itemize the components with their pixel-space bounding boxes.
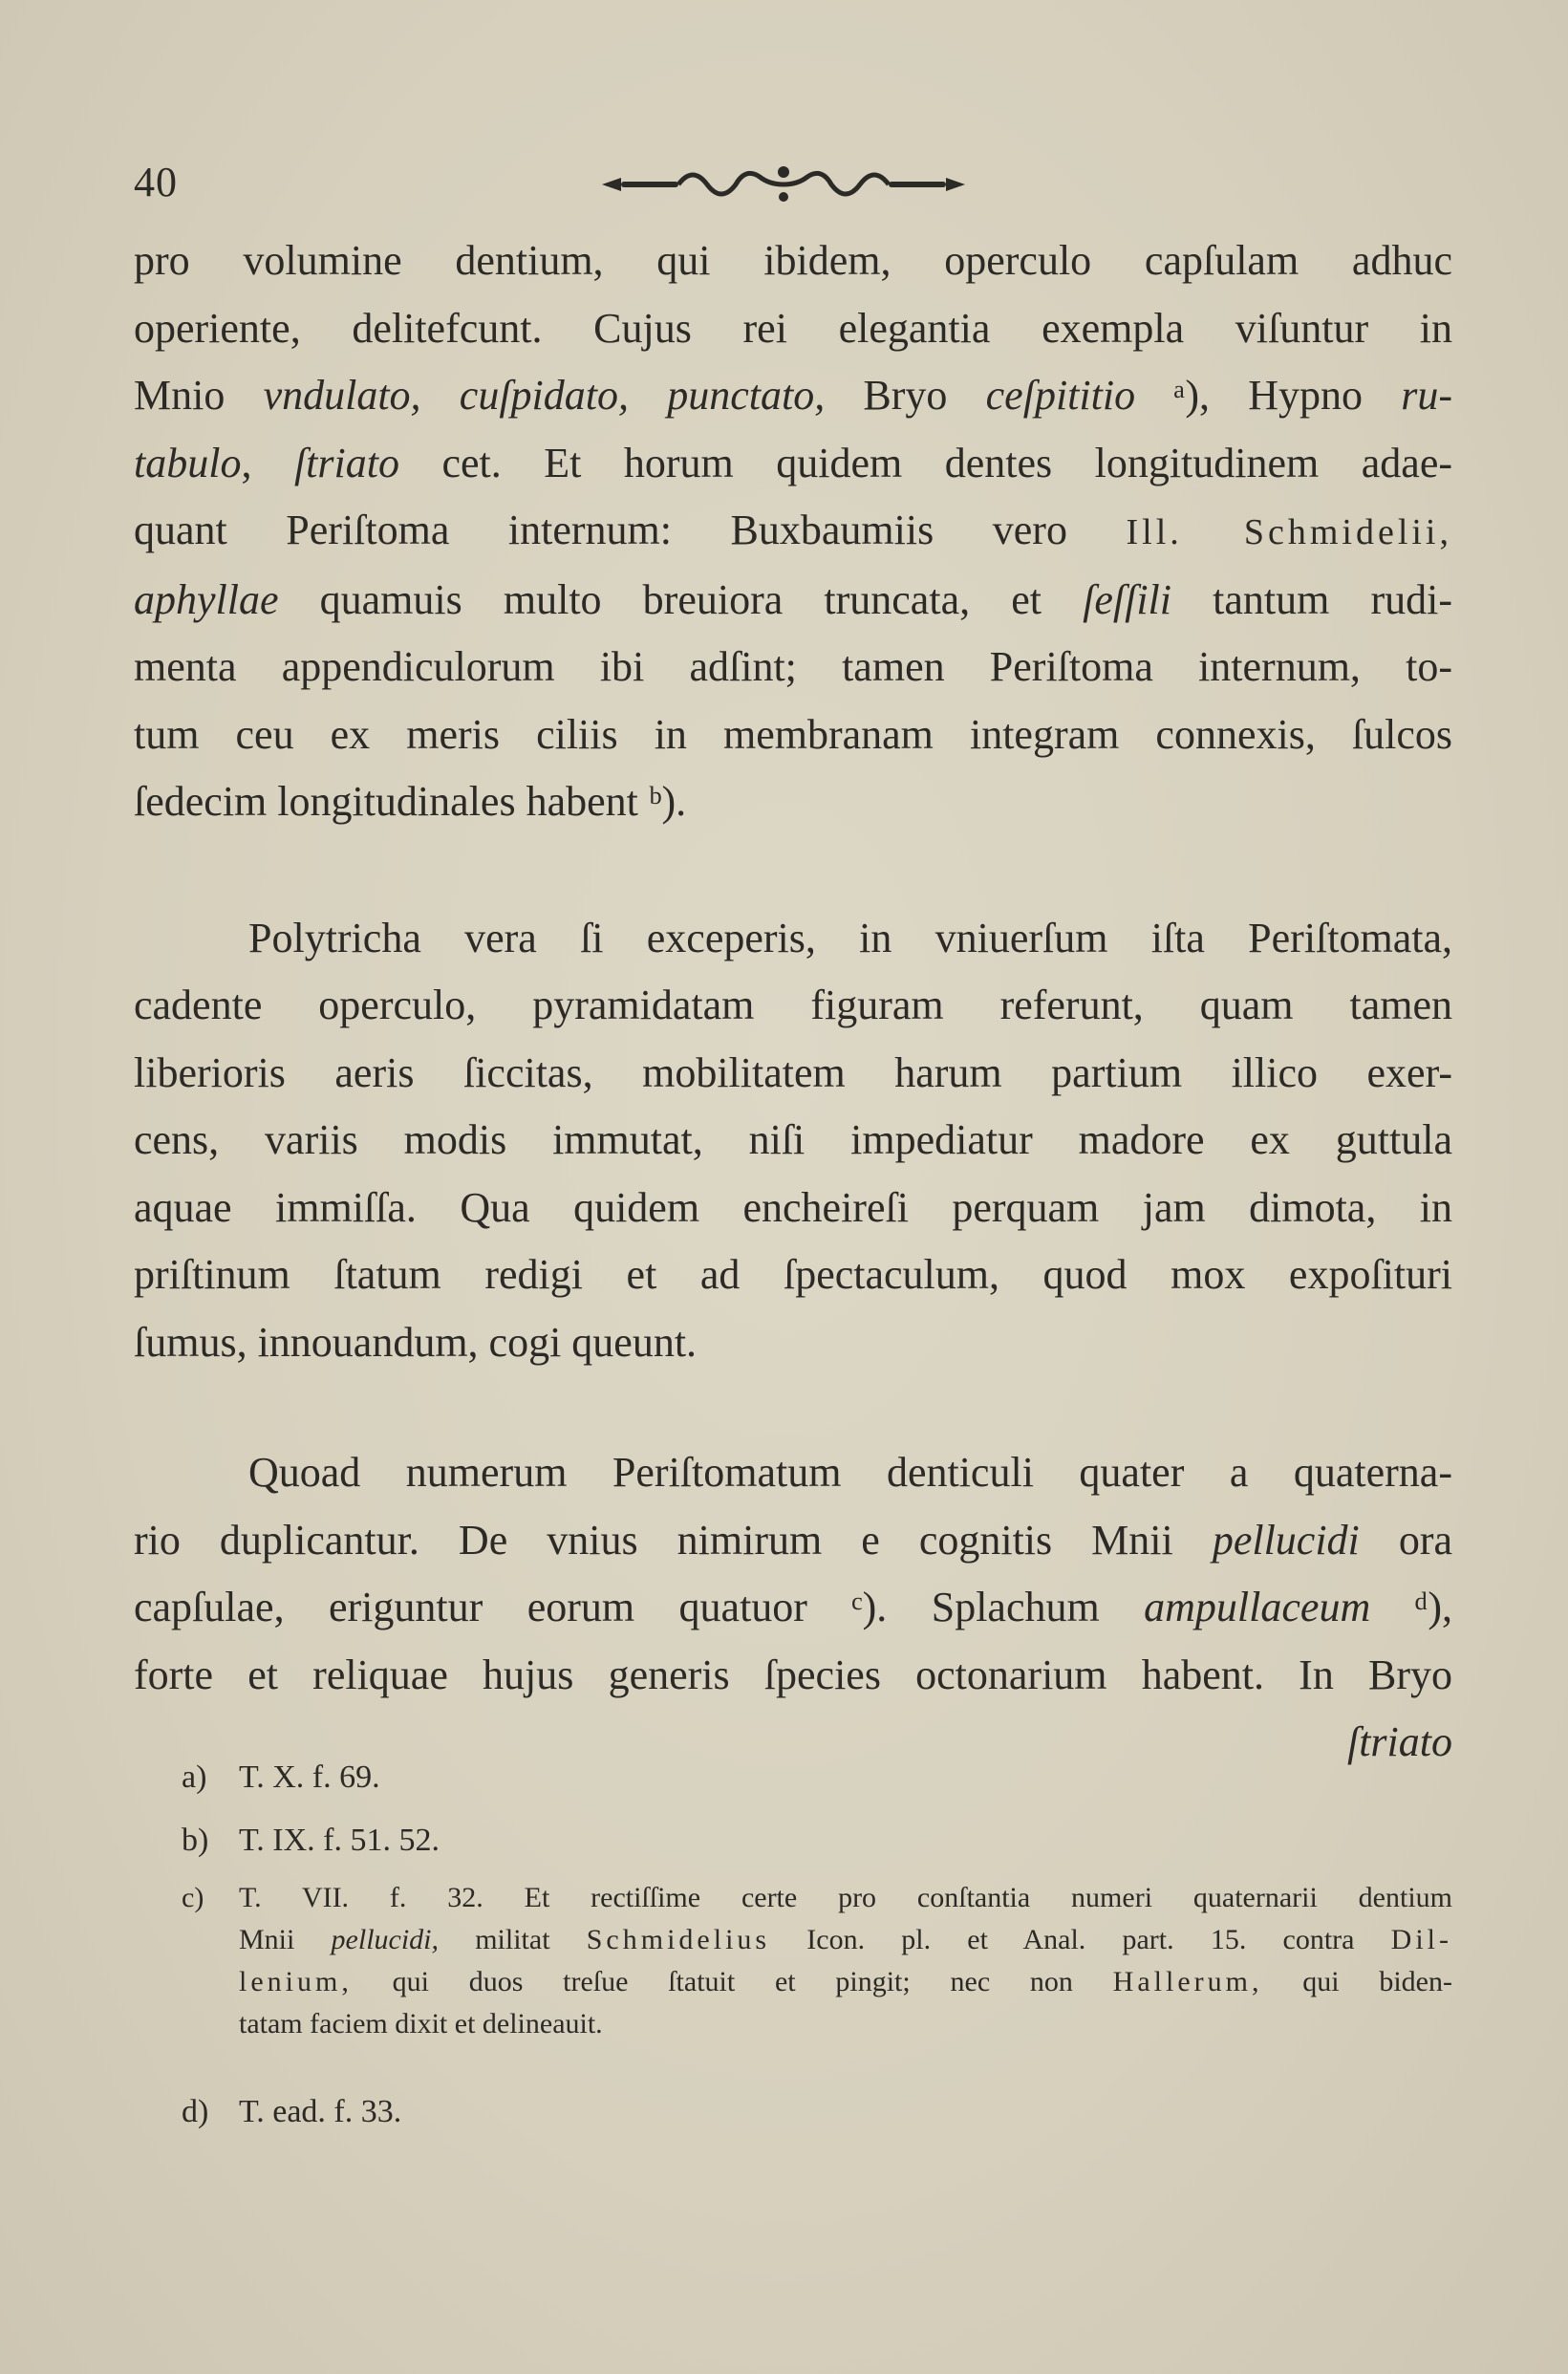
text-line: Polytricha vera ſi exceperis, in vniuerſum iſta Periſtomata,: [248, 914, 1452, 961]
footnote-b: [182, 1818, 1452, 1864]
text-line: tum ceu ex meris ciliis in membranam integram connexis, ſulcos: [134, 710, 1452, 758]
text-line: quant Periſtoma internum: Buxbaumiis vero Ill. Schmidelii,: [134, 507, 1452, 553]
text-line: priſtinum ſtatum redigi et ad ſpectaculum, quod mox expoſituri: [134, 1251, 1452, 1298]
text-line: pro volumine dentium, qui ibidem, operculo capſulam adhuc: [134, 237, 1452, 284]
footnote-label: d): [182, 2094, 209, 2129]
text-line: ſedecim longitudinales habent ᵇ).: [134, 778, 687, 825]
text-line: aphyllae quamuis multo breuiora truncata, et ſeſſili tantum rudi-: [134, 575, 1452, 623]
text-line: menta appendiculorum ibi adſint; tamen Periſtoma internum, to-: [134, 643, 1452, 690]
page-number: 40: [134, 159, 178, 205]
footnote-text: T. X. f. 69.: [239, 1759, 380, 1795]
footnote-label: b): [182, 1823, 209, 1858]
text-line: cens, variis modis immutat, niſi impediatur madore ex guttula: [134, 1116, 1452, 1163]
ornament-icon: [592, 161, 975, 208]
footnote-label: c): [182, 1882, 204, 1913]
footnote-a: [182, 1755, 1452, 1801]
text-line: tabulo, ſtriato cet. Et horum quidem dentes longitudinem adae-: [134, 439, 1452, 486]
text-line: aquae immiſſa. Qua quidem encheireſi perquam jam dimota, in: [134, 1183, 1452, 1231]
text-line: ſumus, innouandum, cogi queunt.: [134, 1318, 698, 1366]
text-line: cadente operculo, pyramidatam figuram referunt, quam tamen: [134, 982, 1452, 1028]
text-line: rio duplicantur. De vnius nimirum e cognitis Mnii pellucidi ora: [134, 1516, 1453, 1564]
text-line: Quoad numerum Periſtomatum denticuli quater a quaterna-: [248, 1449, 1452, 1496]
footnote-text: T. IX. f. 51. 52.: [239, 1823, 440, 1858]
catchword: ſtriato: [1346, 1718, 1452, 1765]
footnote-c: c) T. VII. f. 32. Et rectiſſime certe pro conſtantia numeri quaternarii dentium Mnii pellucidi, militat Schmidelius Icon. pl. et Anal. part. 15. contra Dil- lenium, qui duos treſue ſtatuit et pingit; nec non Hallerum, qui biden- tatam faciem dixit et delineauit.: [182, 1877, 1452, 2045]
footnote-text: T. ead. f. 33.: [239, 2094, 402, 2129]
text-line: operiente, delitefcunt. Cujus rei elegantia exempla viſuntur in: [134, 304, 1452, 352]
text-line: liberioris aeris ſiccitas, mobilitatem harum partium illico exer-: [134, 1048, 1452, 1096]
main-text: [134, 227, 1452, 1777]
footnote-d: [182, 2089, 1452, 2135]
text-line: Mnio vndulato, cuſpidato, punctato, Bryo ceſpititio ᵃ), Hypno ru-: [134, 372, 1452, 419]
footnote-label: a): [182, 1759, 207, 1795]
text-line: capſulae, eriguntur eorum quatuor ᶜ). Splachum ampullaceum ᵈ),: [134, 1584, 1452, 1630]
text-line: forte et reliquae hujus generis ſpecies octonarium habent. In Bryo: [134, 1651, 1452, 1698]
